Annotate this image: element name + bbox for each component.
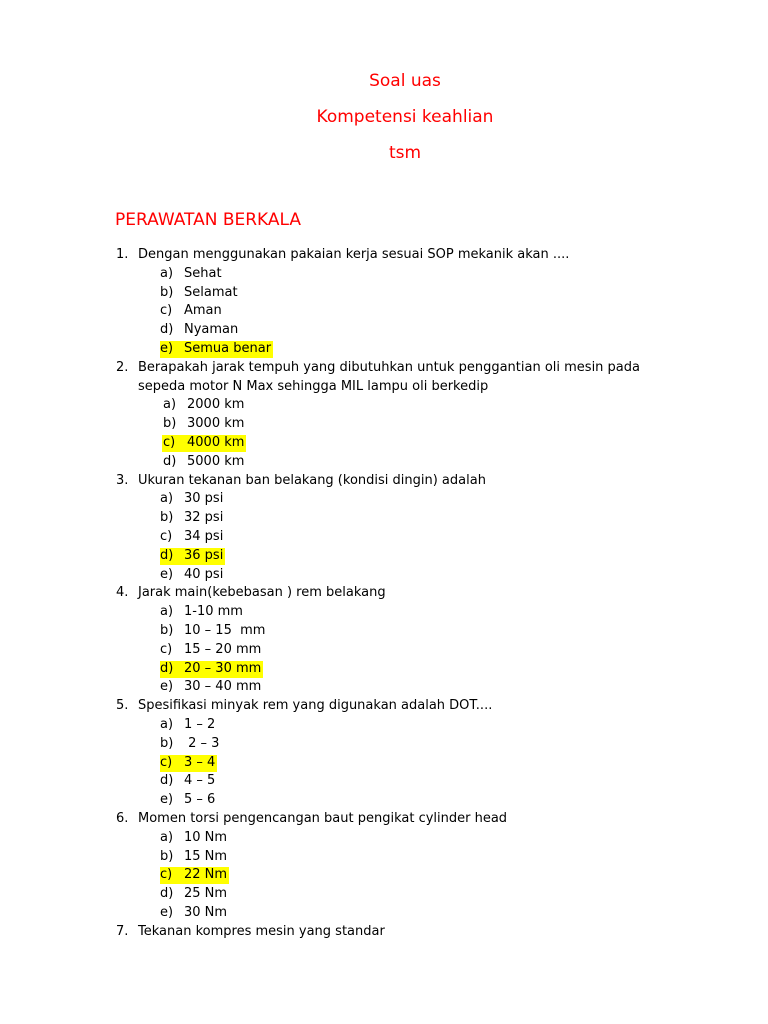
option-text: 4000 km (187, 434, 245, 450)
option-text: 1-10 mm (184, 604, 243, 620)
question-text: Ukuran tekanan ban belakang (kondisi dingin) adalah (138, 472, 486, 488)
option-text: 5 – 6 (184, 792, 216, 808)
option-text: 34 psi (184, 528, 224, 544)
question-item (0, 584, 768, 603)
answer-option (0, 453, 768, 472)
option-text: Semua benar (184, 340, 272, 356)
answer-option (0, 321, 768, 340)
question-number: 1. (116, 247, 129, 262)
answer-option (0, 603, 768, 622)
option-letter: a) (163, 397, 177, 413)
option-letter: b) (163, 416, 177, 432)
answer-option-correct (0, 866, 768, 885)
option-text: 32 psi (184, 510, 224, 526)
doc-title-line3: tsm (388, 143, 422, 163)
answer-option (0, 678, 768, 697)
option-text: 2 – 3 (184, 735, 220, 751)
option-letter: a) (160, 491, 174, 507)
answer-option-correct (0, 660, 768, 679)
option-text: 3000 km (187, 416, 245, 432)
option-text: 2000 km (187, 397, 245, 413)
option-letter: c) (160, 754, 173, 770)
option-letter: b) (160, 735, 174, 751)
answer-option (0, 735, 768, 754)
answer-option (0, 396, 768, 415)
question-text: Spesifikasi minyak rem yang digunakan adalah DOT.... (138, 698, 493, 714)
option-letter: a) (160, 604, 174, 620)
option-text: Sehat (184, 265, 222, 281)
option-letter: e) (160, 340, 174, 356)
answer-option-correct (0, 434, 768, 453)
question-item (0, 810, 768, 829)
answer-option-correct (0, 754, 768, 773)
option-letter: a) (160, 829, 174, 845)
option-text: 40 psi (184, 566, 224, 582)
question-item (0, 697, 768, 716)
option-letter: c) (163, 434, 176, 450)
answer-option (0, 490, 768, 509)
question-item (0, 472, 768, 491)
question-text: Dengan menggunakan pakaian kerja sesuai SOP mekanik akan .... (138, 247, 570, 262)
answer-option (0, 791, 768, 810)
option-letter: c) (160, 528, 173, 544)
question-item (0, 923, 768, 942)
option-letter: b) (160, 510, 174, 526)
question-number: 4. (116, 585, 129, 601)
question-number: 2. (116, 359, 129, 375)
answer-option (0, 302, 768, 321)
option-text: 3 – 4 (184, 754, 216, 770)
option-letter: c) (160, 641, 173, 657)
answer-option (0, 772, 768, 791)
question-item (0, 359, 768, 397)
option-text: 30 – 40 mm (184, 679, 262, 695)
option-text: 30 psi (184, 491, 224, 507)
option-letter: d) (160, 773, 174, 789)
question-number: 3. (116, 472, 129, 488)
option-letter: b) (160, 622, 174, 638)
option-letter: e) (160, 792, 174, 808)
option-letter: b) (160, 284, 174, 300)
option-text: Aman (184, 303, 222, 319)
option-letter: c) (160, 867, 173, 883)
answer-option (0, 415, 768, 434)
option-text: Selamat (184, 284, 238, 300)
option-text: 4 – 5 (184, 773, 216, 789)
option-text: 1 – 2 (184, 716, 216, 732)
option-letter: e) (160, 679, 174, 695)
option-text: 36 psi (184, 547, 224, 563)
option-text: Nyaman (184, 322, 239, 338)
answer-option (0, 566, 768, 585)
question-text: Jarak main(kebebasan ) rem belakang (138, 585, 386, 601)
answer-option (0, 904, 768, 923)
option-letter: d) (163, 453, 177, 469)
question-number: 5. (116, 698, 129, 714)
option-letter: b) (160, 848, 174, 864)
answer-option (0, 622, 768, 641)
answer-option (0, 528, 768, 547)
doc-title-line1: Soal uas (369, 71, 441, 91)
option-letter: d) (160, 547, 174, 563)
question-number: 6. (116, 810, 129, 826)
question-list (0, 246, 768, 941)
answer-option (0, 641, 768, 660)
answer-option (0, 829, 768, 848)
option-text: 10 – 15 mm (184, 622, 266, 638)
question-text: Berapakah jarak tempuh yang dibutuhkan untuk penggantian oli mesin pada sepeda motor N Max sehingga MIL lampu oli berkedip (138, 359, 640, 394)
option-text: 15 – 20 mm (184, 641, 262, 657)
option-text: 25 Nm (184, 886, 228, 902)
option-letter: c) (160, 303, 173, 319)
question-item (0, 246, 768, 265)
option-text: 22 Nm (184, 867, 228, 883)
answer-option-correct (0, 547, 768, 566)
question-text: Tekanan kompres mesin yang standar (138, 923, 385, 939)
question-number: 7. (116, 923, 129, 939)
answer-option (0, 716, 768, 735)
answer-option (0, 885, 768, 904)
doc-title-line2: Kompetensi keahlian (316, 107, 494, 127)
option-text: 30 Nm (184, 904, 228, 920)
answer-option (0, 265, 768, 284)
option-text: 5000 km (187, 453, 245, 469)
option-text: 10 Nm (184, 829, 228, 845)
option-letter: e) (160, 566, 174, 582)
section-title: PERAWATAN BERKALA (115, 210, 302, 230)
option-letter: e) (160, 904, 174, 920)
answer-option-correct (0, 340, 768, 359)
question-text: Momen torsi pengencangan baut pengikat cylinder head (138, 810, 508, 826)
option-letter: d) (160, 322, 174, 338)
answer-option (0, 284, 768, 303)
answer-option (0, 848, 768, 867)
option-text: 20 – 30 mm (184, 660, 262, 676)
option-letter: a) (160, 716, 174, 732)
answer-option (0, 509, 768, 528)
option-letter: a) (160, 265, 174, 281)
option-letter: d) (160, 660, 174, 676)
option-text: 15 Nm (184, 848, 228, 864)
option-letter: d) (160, 886, 174, 902)
